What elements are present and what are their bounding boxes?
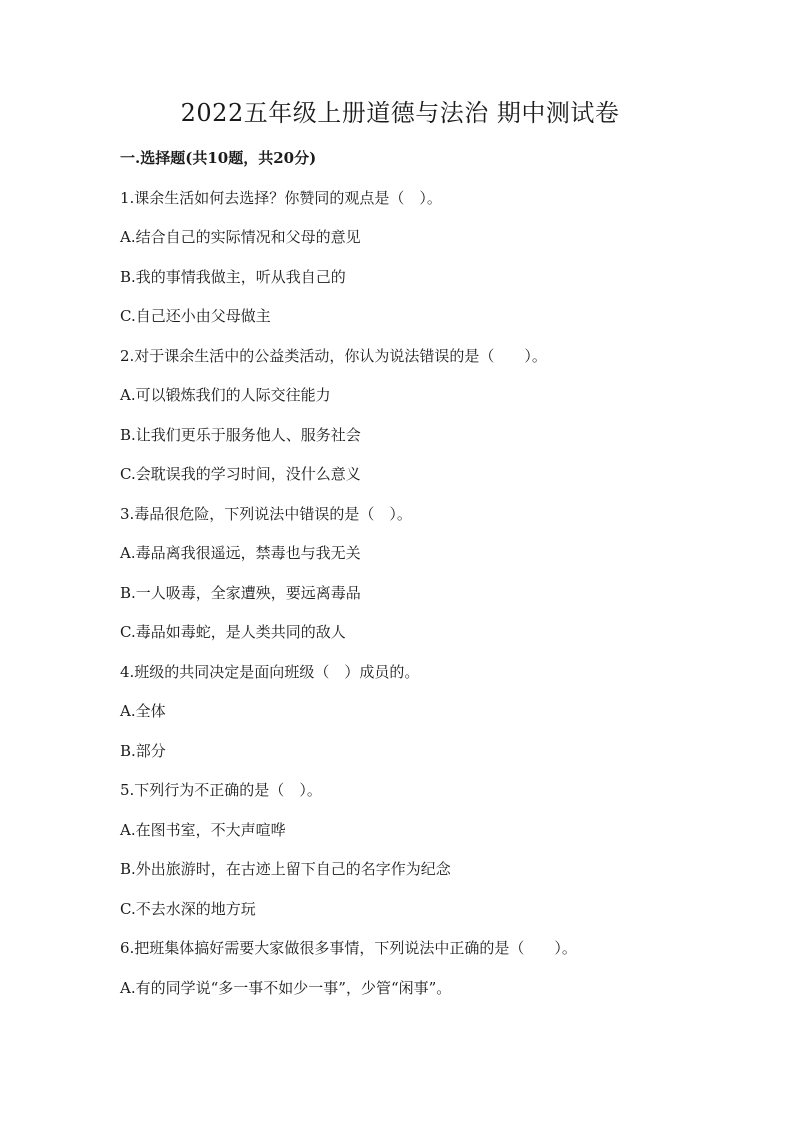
question-3-option-c: C.毒品如毒蛇，是人类共同的敌人 — [120, 623, 346, 641]
question-1-stem: 1.课余生活如何去选择？你赞同的观点是（ ）。 — [120, 189, 442, 207]
question-2-option-c: C.会耽误我的学习时间，没什么意义 — [120, 465, 361, 483]
question-3-option-b: B.一人吸毒，全家遭殃，要远离毒品 — [120, 584, 361, 602]
question-5-option-b: B.外出旅游时，在古迹上留下自己的名字作为纪念 — [120, 860, 451, 878]
question-6-stem: 6.把班集体搞好需要大家做很多事情，下列说法中正确的是（ ）。 — [120, 939, 577, 957]
question-1-option-c: C.自己还小由父母做主 — [120, 307, 271, 325]
question-2-option-b: B.让我们更乐于服务他人、服务社会 — [120, 426, 361, 444]
question-4-option-b: B.部分 — [120, 742, 166, 760]
question-5-stem: 5.下列行为不正确的是（ ）。 — [120, 781, 322, 799]
question-5-option-a: A.在图书室，不大声喧哗 — [120, 821, 286, 839]
question-2-stem: 2.对于课余生活中的公益类活动，你认为说法错误的是（ ）。 — [120, 347, 547, 365]
question-1-option-b: B.我的事情我做主，听从我自己的 — [120, 268, 346, 286]
question-1-option-a: A.结合自己的实际情况和父母的意见 — [120, 228, 361, 246]
question-6-option-a: A.有的同学说“多一事不如少一事”，少管“闲事”。 — [120, 979, 452, 997]
exam-title: 2022五年级上册道德与法治 期中测试卷 — [180, 99, 620, 127]
question-3-stem: 3.毒品很危险，下列说法中错误的是（ ）。 — [120, 505, 412, 523]
question-5-option-c: C.不去水深的地方玩 — [120, 900, 256, 918]
question-4-stem: 4.班级的共同决定是面向班级（ ）成员的。 — [120, 663, 420, 681]
question-3-option-a: A.毒品离我很遥远，禁毒也与我无关 — [120, 544, 361, 562]
section-heading: 一.选择题(共10题，共20分) — [120, 149, 317, 167]
question-2-option-a: A.可以锻炼我们的人际交往能力 — [120, 386, 331, 404]
question-4-option-a: A.全体 — [120, 702, 166, 720]
